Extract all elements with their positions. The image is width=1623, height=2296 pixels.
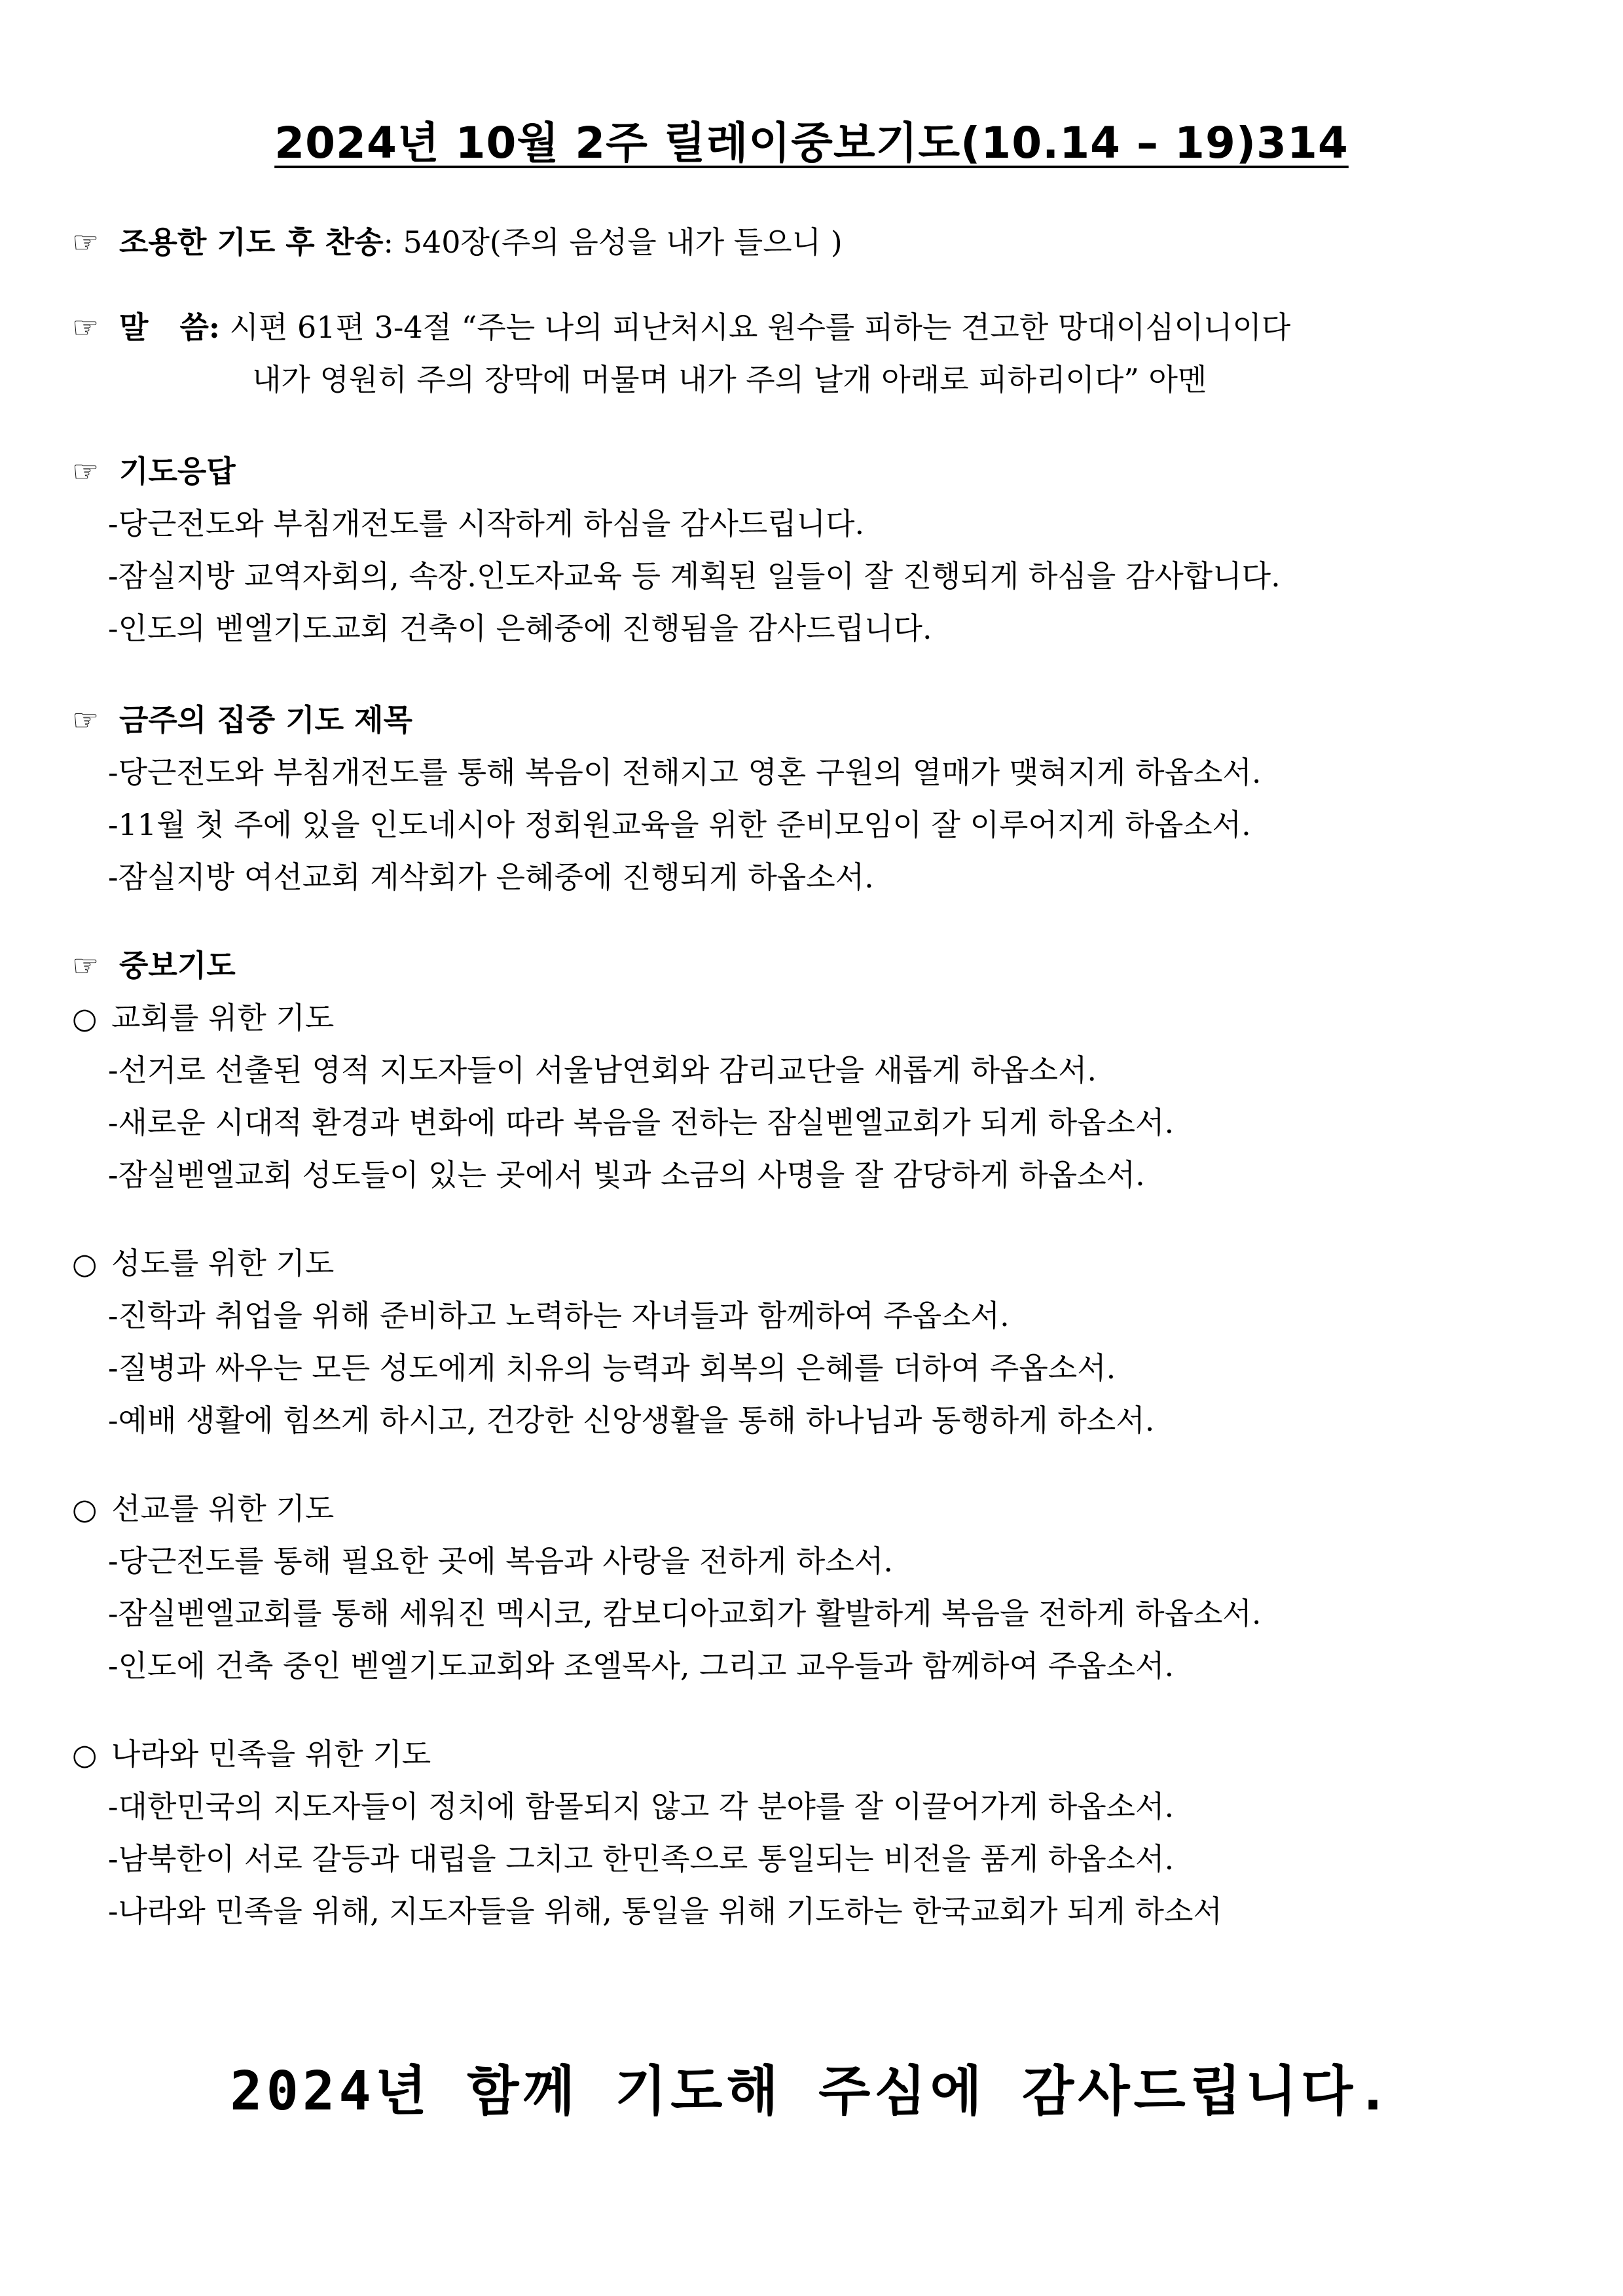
word-verse-1: 시편 61편 3-4절 “주는 나의 피난처시요 원수를 피하는 견고한 망대이심이니이다 (229, 310, 1291, 345)
pointing-hand-icon: ☞ (72, 702, 100, 738)
list-item: -남북한이 서로 갈등과 대립을 그치고 한민족으로 통일되는 비전을 품게 하옵소서. (108, 1841, 1175, 1876)
list-item: -예배 생활에 힘쓰게 하시고, 건강한 신앙생활을 통해 하나님과 동행하게 하소서. (108, 1403, 1155, 1438)
circle-bullet-icon: ○ (72, 1493, 98, 1526)
list-item: -잠실벧엘교회를 통해 세워진 멕시코, 캄보디아교회가 활발하게 복음을 전하게 하옵소서. (108, 1596, 1262, 1631)
answers-heading: ☞ 기도응답 (72, 452, 236, 491)
circle-bullet-icon: ○ (72, 1002, 98, 1035)
pointing-hand-icon: ☞ (72, 310, 100, 345)
list-item: -잠실지방 여선교회 계삭회가 은혜중에 진행되게 하옵소서. (108, 859, 874, 895)
pointing-hand-icon: ☞ (72, 454, 100, 489)
list-item: -나라와 민족을 위해, 지도자들을 위해, 통일을 위해 기도하는 한국교회가 되게 하소서 (108, 1893, 1222, 1929)
group-heading-nation: ○ 나라와 민족을 위한 기도 (72, 1734, 431, 1775)
list-item: -인도에 건축 중인 벧엘기도교회와 조엘목사, 그리고 교우들과 함께하여 주옵소서. (108, 1648, 1175, 1683)
list-item: -새로운 시대적 환경과 변화에 따라 복음을 전하는 잠실벧엘교회가 되게 하옵소서. (108, 1105, 1175, 1140)
list-item: -대한민국의 지도자들이 정치에 함몰되지 않고 각 분야를 잘 이끌어가게 하옵소서. (108, 1789, 1175, 1824)
list-item: -잠실벧엘교회 성도들이 있는 곳에서 빛과 소금의 사명을 잘 감당하게 하옵소서. (108, 1157, 1145, 1193)
list-item: -잠실지방 교역자회의, 속장.인도자교육 등 계획된 일들이 잘 진행되게 하심을 감사합니다. (108, 558, 1281, 594)
word-label: 말 씀: (119, 310, 220, 345)
hymn-line (72, 223, 843, 262)
pointing-hand-icon: ☞ (72, 948, 100, 983)
list-item: -11월 첫 주에 있을 인도네시아 정회원교육을 위한 준비모임이 잘 이루어지게 하옵소서. (108, 807, 1251, 842)
word-line-2 (252, 360, 1207, 399)
focus-heading: ☞ 금주의 집중 기도 제목 (72, 700, 412, 740)
list-item: -당근전도와 부침개전도를 시작하게 하심을 감사드립니다. (108, 506, 865, 541)
word-verse-2: 내가 영원히 주의 장막에 머물며 내가 주의 날개 아래로 피하리이다” 아멘 (252, 362, 1207, 397)
list-item: -진학과 취업을 위해 준비하고 노력하는 자녀들과 함께하여 주옵소서. (108, 1298, 1010, 1333)
list-item: -당근전도를 통해 필요한 곳에 복음과 사랑을 전하게 하소서. (108, 1543, 893, 1579)
list-item: -인도의 벧엘기도교회 건축이 은혜중에 진행됨을 감사드립니다. (108, 611, 932, 646)
intercession-heading: ☞ 중보기도 (72, 946, 236, 985)
hymn-label: 조용한 기도 후 찬송 (119, 224, 384, 260)
group-heading-mission: ○ 선교를 위한 기도 (72, 1489, 334, 1530)
group-heading-church: ○ 교회를 위한 기도 (72, 998, 334, 1039)
list-item: -질병과 싸우는 모든 성도에게 치유의 능력과 회복의 은혜를 더하여 주옵소서. (108, 1350, 1116, 1386)
pointing-hand-icon: ☞ (72, 224, 100, 260)
list-item: -선거로 선출된 영적 지도자들이 서울남연회와 감리교단을 새롭게 하옵소서. (108, 1052, 1097, 1088)
page-title: 2024년 10월 2주 릴레이중보기도(10.14 – 19)314 (274, 118, 1349, 168)
word-line-1 (72, 308, 1290, 347)
circle-bullet-icon: ○ (72, 1247, 98, 1281)
hymn-text: : 540장(주의 음성을 내가 들으니 ) (383, 224, 843, 260)
circle-bullet-icon: ○ (72, 1738, 98, 1772)
closing-thanks: 2024년 함께 기도해 주심에 감사드립니다. (230, 2060, 1393, 2123)
group-heading-saints: ○ 성도를 위한 기도 (72, 1244, 334, 1284)
list-item: -당근전도와 부침개전도를 통해 복음이 전해지고 영혼 구원의 열매가 맺혀지게 하옵소서. (108, 755, 1262, 790)
